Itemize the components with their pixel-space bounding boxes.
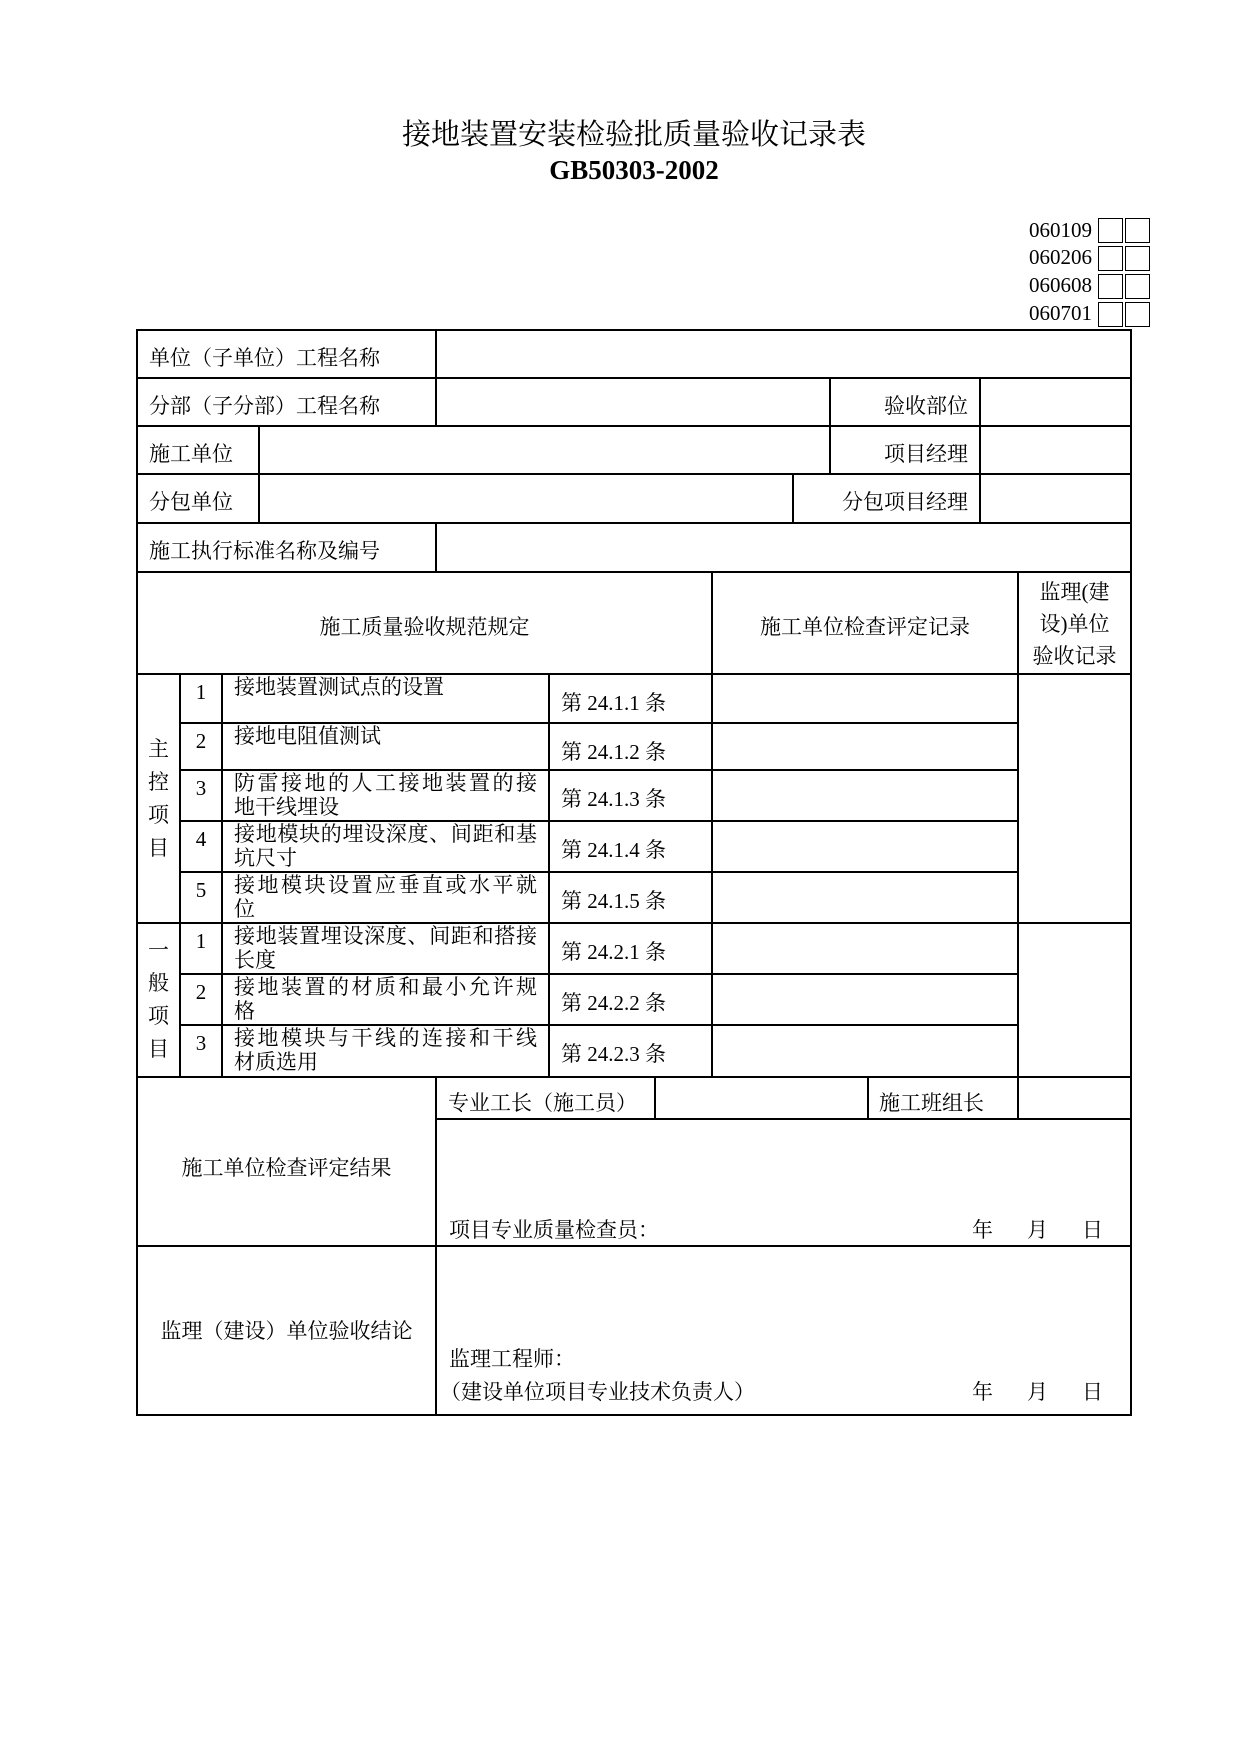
item-check-record: [711, 769, 1019, 822]
acceptance-part-label: 验收部位: [829, 377, 981, 427]
general-group: [136, 922, 181, 1078]
item-description: [221, 722, 550, 771]
item-number: 2: [179, 722, 223, 771]
item-number: 3: [179, 1024, 223, 1078]
item-description: [221, 1024, 550, 1078]
acceptance-part-value: [979, 377, 1132, 427]
main-control-group-label: 主控项目: [148, 736, 169, 860]
construction-unit-value: [258, 425, 831, 475]
item-description: [221, 973, 550, 1026]
foreman-value: [654, 1076, 869, 1120]
foreman-label: 专业工长（施工员）: [435, 1076, 656, 1120]
date-day-label: 日: [1082, 1218, 1103, 1242]
item-description-line: 坑尺寸: [234, 846, 297, 870]
construction-result-label: 施工单位检查评定结果: [136, 1076, 437, 1247]
item-clause: 第 24.1.1 条: [548, 673, 713, 724]
date-year-label: 年: [972, 1380, 993, 1404]
item-description-line: 地干线埋设: [234, 795, 339, 819]
supervision-header-line: 验收记录: [1032, 644, 1117, 668]
team-leader-value: [1017, 1076, 1132, 1120]
item-description-line: 接地装置埋设深度、间距和搭接: [234, 924, 537, 948]
code-box: [1098, 274, 1123, 299]
item-check-record: [711, 1024, 1019, 1078]
date-month-label: 月: [1027, 1218, 1048, 1242]
code-box: [1125, 302, 1150, 327]
supervision-header: [1017, 571, 1132, 675]
subcontractor-label: 分包单位: [136, 473, 260, 524]
item-description-line: 接地电阻值测试: [234, 724, 381, 748]
item-description-line: 位: [234, 897, 255, 921]
code-box: [1098, 302, 1123, 327]
item-check-record: [711, 973, 1019, 1026]
item-check-record: [711, 922, 1019, 975]
subcontract-pm-value: [979, 473, 1132, 524]
batch-code: 060206: [1029, 245, 1092, 269]
item-description-line: 格: [234, 999, 255, 1023]
item-description: [221, 922, 550, 975]
owner-representative-label: （建设单位项目专业技术负责人）: [440, 1380, 755, 1404]
item-clause: 第 24.1.5 条: [548, 871, 713, 924]
code-box: [1125, 274, 1150, 299]
item-check-record: [711, 673, 1019, 724]
item-description-line: 接地装置测试点的设置: [234, 675, 444, 699]
supervision-header-line: 设)单位: [1039, 612, 1110, 636]
subcontractor-value: [258, 473, 794, 524]
team-leader-label: 施工班组长: [867, 1076, 1019, 1120]
item-clause: 第 24.1.3 条: [548, 769, 713, 822]
item-number: 1: [179, 673, 223, 724]
project-manager-label: 项目经理: [829, 425, 981, 475]
item-number: 1: [179, 922, 223, 975]
date-month-label: 月: [1027, 1380, 1048, 1404]
supervision-conclusion-label: 监理（建设）单位验收结论: [136, 1245, 437, 1416]
main-control-supervision-record: [1017, 673, 1132, 924]
general-group-label: 一般项目: [148, 938, 169, 1061]
item-description-line: 接地装置的材质和最小允许规: [234, 975, 537, 999]
batch-code: 060608: [1029, 273, 1092, 297]
code-box: [1098, 218, 1123, 243]
project-manager-value: [979, 425, 1132, 475]
unit-project-name-value: [435, 329, 1132, 379]
construction-unit-label: 施工单位: [136, 425, 260, 475]
item-number: 4: [179, 820, 223, 873]
unit-project-name-label: 单位（子单位）工程名称: [136, 329, 437, 379]
standard-code: GB50303-2002: [549, 155, 719, 185]
item-description: [221, 820, 550, 873]
item-description: [221, 871, 550, 924]
item-clause: 第 24.1.2 条: [548, 722, 713, 771]
batch-code: 060701: [1029, 301, 1092, 325]
date-year-label: 年: [972, 1218, 993, 1242]
form-title: 接地装置安装检验批质量验收记录表: [401, 119, 866, 151]
supervision-header-line: 监理(建: [1039, 580, 1110, 604]
main-control-group: [136, 673, 181, 924]
sub-project-name-value: [435, 377, 831, 427]
item-description-line: 接地模块设置应垂直或水平就: [234, 873, 537, 897]
record-header: 施工单位检查评定记录: [711, 571, 1019, 675]
supervising-engineer-label: 监理工程师：: [449, 1347, 575, 1371]
item-description-line: 防雷接地的人工接地装置的接: [234, 771, 537, 795]
item-description-line: 长度: [234, 948, 276, 972]
spec-header: 施工质量验收规范规定: [136, 571, 713, 675]
standard-name-value: [435, 522, 1132, 573]
sub-project-name-label: 分部（子分部）工程名称: [136, 377, 437, 427]
code-box: [1125, 218, 1150, 243]
batch-code: 060109: [1029, 218, 1092, 242]
item-clause: 第 24.2.1 条: [548, 922, 713, 975]
item-clause: 第 24.2.2 条: [548, 973, 713, 1026]
code-box: [1098, 246, 1123, 271]
item-description-line: 接地模块与干线的连接和干线: [234, 1026, 537, 1050]
item-clause: 第 24.2.3 条: [548, 1024, 713, 1078]
item-check-record: [711, 722, 1019, 771]
quality-inspector-label: 项目专业质量检查员：: [449, 1218, 659, 1242]
standard-name-label: 施工执行标准名称及编号: [136, 522, 437, 573]
item-description: [221, 769, 550, 822]
item-check-record: [711, 871, 1019, 924]
subcontract-pm-label: 分包项目经理: [792, 473, 981, 524]
item-number: 5: [179, 871, 223, 924]
item-number: 2: [179, 973, 223, 1026]
date-day-label: 日: [1082, 1380, 1103, 1404]
item-description: [221, 673, 550, 724]
general-supervision-record: [1017, 922, 1132, 1078]
item-description-line: 材质选用: [234, 1050, 318, 1074]
item-number: 3: [179, 769, 223, 822]
item-clause: 第 24.1.4 条: [548, 820, 713, 873]
item-description-line: 接地模块的埋设深度、间距和基: [234, 822, 537, 846]
item-check-record: [711, 820, 1019, 873]
code-box: [1125, 246, 1150, 271]
